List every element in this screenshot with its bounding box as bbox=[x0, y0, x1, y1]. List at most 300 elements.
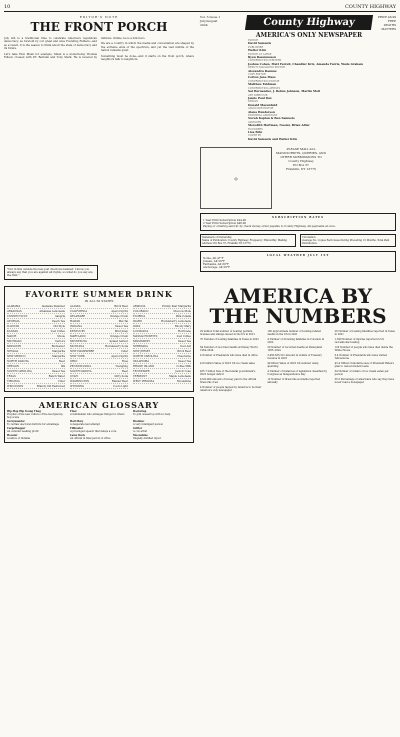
state-name: NEBRASKA bbox=[133, 345, 148, 348]
tagline: AMERICA'S ONLY NEWSPAPER bbox=[255, 32, 363, 39]
staff-name: David Samuels bbox=[248, 41, 272, 46]
number-fact: 100 Approximate number of boating-related deaths in the US in 2021 bbox=[267, 330, 321, 336]
state-drink: Spiked Seltzer bbox=[109, 340, 128, 343]
form-label: Circulation bbox=[302, 236, 316, 240]
number-fact: 84 Number of recorded deaths at Disney World 1984–2024 bbox=[200, 346, 258, 352]
state-row bbox=[133, 340, 191, 344]
glossary-term: Brainiac bbox=[133, 420, 145, 423]
glossary-item bbox=[7, 434, 65, 440]
state-name: ALABAMA bbox=[7, 305, 21, 308]
glossary-term: Carpetbagger bbox=[7, 427, 26, 430]
state-name: KANSAS bbox=[7, 330, 18, 333]
state-row bbox=[70, 370, 128, 374]
state-drink: Moxie bbox=[57, 335, 65, 338]
state-name: UTAH bbox=[70, 375, 78, 378]
state-drink: Rainier Beer bbox=[111, 380, 128, 383]
state-row bbox=[7, 345, 65, 349]
state-name: NORTH CAROLINA bbox=[133, 355, 159, 358]
state-drink: Alabama Slammer bbox=[41, 305, 65, 308]
weather-temp: 56°F bbox=[218, 260, 225, 264]
state-row bbox=[7, 310, 65, 314]
state-name: MASSACHUSETTS bbox=[133, 335, 158, 338]
staff-role: FOUNDERS bbox=[248, 127, 263, 131]
state-name: ARIZONA bbox=[133, 305, 146, 308]
state-drink: Old Style bbox=[53, 325, 65, 328]
state-row bbox=[133, 310, 191, 314]
number-fact: 4 Number of people tapped by America to be their America's only newspaper bbox=[200, 386, 262, 392]
state-row bbox=[7, 355, 65, 359]
state-row bbox=[133, 305, 191, 309]
glossary-definition: An outsider seeking profit bbox=[7, 430, 39, 433]
state-drink: Coffee Milk bbox=[176, 365, 191, 368]
number-fact: $55.7 billion Size of the federal government's 2023 budget deficit bbox=[200, 370, 256, 376]
state-row bbox=[133, 315, 191, 319]
state-drink: Sangria bbox=[55, 315, 65, 318]
staff-name: Jamie Paul Dax bbox=[248, 95, 272, 100]
state-drink: Ranch Water bbox=[48, 375, 65, 378]
state-row bbox=[7, 360, 65, 364]
state-drink: Vernors bbox=[55, 340, 65, 343]
editorial-paragraph: Let's take Elon Musk for example. Musk is a modern-day Thomas Edison crossed with P.T. Barnum and Tony Stark. He is revered by millions. Online, he is a folk hero. bbox=[4, 37, 146, 60]
state-name: GEORGIA bbox=[7, 320, 20, 323]
price-block bbox=[376, 15, 396, 31]
state-drink: Bloody Mary bbox=[174, 325, 191, 328]
state-name: MONTANA bbox=[70, 345, 85, 348]
state-drink: Huckleberry Soda bbox=[105, 345, 128, 348]
editorial-title: THE FRONT PORCH bbox=[30, 20, 168, 34]
state-row bbox=[70, 310, 128, 314]
weather-place: Nome, AK bbox=[203, 257, 218, 261]
state-row bbox=[7, 385, 65, 389]
staff-role: EDITOR AT LARGE bbox=[248, 52, 272, 56]
state-name: WEST VIRGINIA bbox=[133, 380, 155, 383]
state-drink: Dirty Soda bbox=[114, 375, 128, 378]
state-name: MISSISSIPPI bbox=[133, 340, 150, 343]
state-row bbox=[133, 325, 191, 329]
state-name: CONNECTICUT bbox=[7, 315, 28, 318]
state-drink: Aperol Spritz bbox=[111, 355, 128, 358]
number-fact: $19 million Value of 2023 US ice cream sales bbox=[200, 362, 255, 365]
state-row bbox=[7, 315, 65, 319]
staff-role: PUBLISHER bbox=[248, 45, 264, 49]
staff-role: CONTRIBUTING ARTISTS bbox=[248, 86, 281, 90]
weather-place: Juneau, AK bbox=[203, 260, 219, 264]
glossary-grid bbox=[7, 410, 191, 440]
state-drink: Birch Beer bbox=[114, 305, 128, 308]
state-name: PENNSYLVANIA bbox=[70, 365, 92, 368]
form-text: Average No. Copies Each Issue During Preceding 12 Months. Total Paid Distribution. bbox=[302, 239, 390, 246]
staff-role: DESIGN bbox=[248, 100, 259, 104]
state-name: MINNESOTA bbox=[70, 340, 87, 343]
state-row bbox=[133, 360, 191, 364]
state-row bbox=[133, 320, 191, 324]
state-drink: Piña Colada bbox=[175, 315, 191, 318]
staff-role: ASSOCIATE EDITOR bbox=[248, 107, 274, 111]
state-name: MISSOURI bbox=[7, 345, 21, 348]
state-row bbox=[133, 375, 191, 379]
staff-name: Norah Kaplan & Ben Samuels bbox=[248, 116, 295, 121]
state-row bbox=[133, 350, 191, 354]
state-drink: Yuengling bbox=[115, 365, 128, 368]
state-name: NEW MEXICO bbox=[7, 355, 26, 358]
glossary-definition: Prophet of the new culture of the Georgia hip-hop scene bbox=[7, 413, 64, 419]
state-drink: Orange Crush bbox=[110, 335, 128, 338]
states-grid bbox=[7, 305, 191, 389]
state-row bbox=[7, 380, 65, 384]
number-fact: 120 Number of people who have died inside the White House bbox=[334, 346, 393, 352]
state-name: INDIANA bbox=[70, 325, 82, 328]
issue-year: 2024 bbox=[200, 23, 208, 27]
glossary-term: Filibuster bbox=[70, 427, 84, 430]
form-text: Name of Publication: County Highway. Frequency: Bimonthly. Mailing Address: PO Box 37, Franklin NY 13775. bbox=[202, 239, 287, 246]
state-drink: Moscow Mule bbox=[173, 310, 191, 313]
state-row bbox=[70, 365, 128, 369]
forms-row bbox=[200, 234, 396, 247]
state-name: ARKANSAS bbox=[7, 310, 22, 313]
glossary-definition: Illegally distilled liquor bbox=[133, 437, 162, 440]
glossary-item bbox=[7, 427, 65, 433]
circulation-form bbox=[300, 234, 396, 247]
state-row bbox=[7, 350, 65, 354]
state-name: NEW JERSEY bbox=[133, 350, 151, 353]
state-row bbox=[7, 335, 65, 339]
state-drink: Cider bbox=[58, 380, 65, 383]
state-drink: Mai Tai bbox=[118, 320, 128, 323]
summer-title: FAVORITE SUMMER DRINK bbox=[25, 289, 173, 299]
glossary-definition: A very intelligent person bbox=[133, 423, 163, 426]
number-fact: 29 Number of recorded deaths at Disneyland 1955–2024 bbox=[267, 346, 323, 352]
masthead bbox=[200, 15, 396, 39]
weather-temp: 60°F bbox=[222, 263, 229, 267]
weather-temp: 47°F bbox=[217, 257, 224, 261]
county-highway-stamp: ◎ bbox=[200, 147, 272, 209]
number-fact: 12 Number of fireworks accidents reported annually bbox=[267, 378, 321, 384]
number-fact: 4 Number of instances of legislation classified by Congress as Independence Day bbox=[267, 370, 328, 376]
glossary-definition: A native of Indiana bbox=[7, 437, 30, 440]
page-header bbox=[4, 4, 396, 12]
staff-name: Cotton Jane Mass bbox=[248, 75, 276, 80]
staff-role: COPY EDITOR bbox=[248, 73, 266, 77]
state-drink: Beer bbox=[122, 370, 128, 373]
state-drink: Brandy Old Fashioned bbox=[36, 385, 65, 388]
office-address-line: PO Box 37 bbox=[293, 163, 309, 168]
glossary-item bbox=[70, 434, 128, 440]
state-drink: Orange Crush bbox=[110, 315, 128, 318]
state-drink: Peach Tea bbox=[52, 320, 65, 323]
state-name: MAINE bbox=[7, 335, 17, 338]
office-address bbox=[276, 147, 326, 209]
glossary-item bbox=[133, 410, 191, 419]
weather-temp: 59°F bbox=[223, 266, 230, 270]
state-row bbox=[133, 345, 191, 349]
number-fact: 34 Number of dollars of ice cream eaten per person bbox=[334, 370, 389, 376]
state-drink: Cider bbox=[121, 350, 128, 353]
subscription-box bbox=[200, 213, 396, 231]
state-name: KENTUCKY bbox=[70, 330, 86, 333]
editorial-paragraph: July 4th is a traditional time to celebrate America's republican democracy, as foretold by our great and wise Founding Fathers—and as a result, it is the season to think about the state of democracy and its future. bbox=[4, 37, 97, 51]
state-name: HAWAII bbox=[70, 320, 81, 323]
state-name: COLORADO bbox=[133, 310, 149, 313]
glossary-term: Bootstrap bbox=[133, 410, 147, 413]
state-name: LOUISIANA bbox=[133, 330, 149, 333]
state-row bbox=[7, 320, 65, 324]
state-row bbox=[70, 350, 128, 354]
staff-name: Alana Henderson bbox=[248, 109, 276, 114]
state-drink: Prickly Pear Margarita bbox=[162, 305, 191, 308]
glossary-term: Gerrymander bbox=[7, 420, 25, 423]
state-name: TEXAS bbox=[7, 375, 16, 378]
office-city: Franklin, NY 13775 bbox=[286, 167, 316, 172]
glossary-term: Fixer bbox=[70, 410, 77, 413]
staff-role: EDITOR bbox=[248, 39, 258, 42]
state-drink: Cheerwine bbox=[177, 355, 191, 358]
glossary-definition: A prolonged speech that delays a vote bbox=[70, 430, 117, 433]
summer-drink-box bbox=[4, 286, 194, 392]
staff-role: COVER BY bbox=[248, 134, 262, 138]
pull-quote: "Not in this outside the law, just check me banned: I know you always say that you are against all rights, so what do you say are the first." bbox=[4, 265, 98, 280]
state-row bbox=[7, 305, 65, 309]
state-name: VIRGINIA bbox=[7, 380, 20, 383]
staff-name: Meredith Hartman, Naomi, Brian Adler bbox=[248, 123, 310, 128]
rate-line: 1 Year Print Subscription $24.00 bbox=[203, 219, 247, 223]
glossary-term: Hail Mary bbox=[70, 420, 84, 423]
state-name: MARYLAND bbox=[70, 335, 86, 338]
staff-role: ADVISORS bbox=[248, 120, 262, 124]
glossary-item bbox=[133, 427, 191, 433]
number-fact: 4 Number of drowning fatalities in Colorado in 2022 bbox=[267, 338, 325, 344]
numbers-box bbox=[200, 286, 396, 443]
state-name: DELAWARE bbox=[70, 315, 86, 318]
glossary-definition: A middleman who arranges things for others bbox=[70, 413, 125, 416]
state-drink: Kool-Aid bbox=[180, 345, 191, 348]
state-drink: Coors Light bbox=[113, 385, 128, 388]
editorial-paragraph: We are a country in which the media and conversation are shaped by the extreme ends of the spectrum, and yet the vast middle of the nation remains quiet. bbox=[101, 42, 194, 53]
subscription-head: SUBSCRIPTION RATES bbox=[271, 216, 325, 220]
state-row bbox=[70, 330, 128, 334]
state-row bbox=[133, 380, 191, 384]
state-name: WISCONSIN bbox=[7, 385, 24, 388]
staff-name: David Samuels and Walter Kirn bbox=[248, 136, 298, 141]
state-drink: Mint Julep bbox=[114, 330, 128, 333]
state-name: VERMONT bbox=[133, 375, 147, 378]
subscription-note: Paying or ordering send $1 by check money order payable to County Highway. All payments at once. bbox=[203, 225, 336, 229]
submissions-note: PLEASE MAIL ALL MANUSCRIPTS, QUERIES, AND OTHER SUBMISSIONS TO bbox=[276, 147, 326, 160]
state-drink: Arkansas Lemonade bbox=[39, 310, 65, 313]
glossary-item bbox=[133, 420, 191, 426]
state-row bbox=[70, 325, 128, 329]
glossary-term: Grifter bbox=[133, 427, 143, 430]
state-name: WASHINGTON bbox=[70, 380, 90, 383]
state-name: OREGON bbox=[7, 365, 19, 368]
number-fact: 3,456,365,312 Amount in dollars of Treasury revenue in 2023 bbox=[267, 354, 322, 360]
state-drink: Beer bbox=[59, 360, 65, 363]
state-name: TENNESSEE bbox=[133, 370, 150, 373]
state-drink: IPA bbox=[60, 365, 65, 368]
weather-head: LOCAL WEATHER JULY 1ST bbox=[266, 254, 330, 258]
state-row bbox=[133, 370, 191, 374]
staff-name: Walter Kirn bbox=[248, 48, 267, 53]
state-name: OKLAHOMA bbox=[133, 360, 149, 363]
staff-role: CONTRIBUTING WRITERS bbox=[248, 59, 282, 63]
staff-name: Donald Mazenfield bbox=[248, 102, 278, 107]
state-drink: Iced Coffee bbox=[176, 335, 191, 338]
state-drink: Iced Coffee bbox=[50, 330, 65, 333]
staff-name: Joshua Cohen, Matt Farrell, Chandler Kriz, Amanda Farris, Wade Graham bbox=[248, 61, 364, 66]
state-row bbox=[133, 335, 191, 339]
number-fact: $9 billion Value of 2023 US summer camp spending bbox=[267, 362, 319, 368]
staff-name: Alexandra Rannus bbox=[248, 68, 277, 73]
state-row bbox=[7, 330, 65, 334]
number-fact: 28 Number of boating fatalities reported in Texas in 2021 bbox=[334, 330, 395, 336]
number-fact: 29 million Total number of boating permits, licenses and stamps issued in the US in 2021 bbox=[200, 330, 255, 336]
state-row bbox=[7, 375, 65, 379]
glossary-term: Hip-Hop Hip Young Thug bbox=[7, 410, 41, 413]
state-row bbox=[70, 385, 128, 389]
glossary-definition: A desperate last attempt bbox=[70, 423, 100, 426]
state-name: SOUTH CAROLINA bbox=[7, 370, 32, 373]
weather-box bbox=[200, 251, 396, 272]
state-drink: Sweet Tea bbox=[177, 360, 191, 363]
glossary-definition: To redraw electoral districts for advantage bbox=[7, 423, 60, 426]
staff-name: Lisa Brin bbox=[248, 129, 263, 134]
glossary-definition: An official in final period of office bbox=[70, 437, 111, 440]
state-name: NEVADA bbox=[7, 350, 19, 353]
state-name: NEW HAMPSHIRE bbox=[70, 350, 95, 353]
staff-role: CONTRIBUTING EDITOR bbox=[248, 79, 280, 83]
staff-role: ART DIRECTOR bbox=[248, 93, 268, 97]
state-drink: Aperol Spritz bbox=[111, 310, 128, 313]
state-row bbox=[70, 355, 128, 359]
state-row bbox=[133, 355, 191, 359]
editorial-text bbox=[4, 37, 194, 261]
glossary-item bbox=[133, 434, 191, 440]
state-drink: Hurricane bbox=[178, 330, 191, 333]
glossary-term: Lame Duck bbox=[70, 434, 86, 437]
state-row bbox=[133, 330, 191, 334]
state-name: IDAHO bbox=[133, 320, 143, 323]
volume: Vol. 3 Issue 1 bbox=[200, 15, 221, 19]
price-note: FREE DEATHS MATTERS bbox=[381, 19, 396, 31]
state-row bbox=[7, 365, 65, 369]
state-row bbox=[7, 340, 65, 344]
staff-name: Matthew Feldman bbox=[248, 82, 277, 87]
number-fact: $3.4 trillion Cumulative size of President Biden's plan to cancel student loans bbox=[334, 362, 395, 368]
state-row bbox=[70, 380, 128, 384]
newspaper-page bbox=[4, 4, 396, 729]
summer-subtitle: IN ALL 50 STATES bbox=[84, 299, 114, 303]
glossary-item bbox=[70, 410, 128, 419]
state-row bbox=[7, 370, 65, 374]
issue-date: July/August bbox=[200, 19, 218, 23]
glossary-definition: A con artist bbox=[133, 430, 148, 433]
staff-role: DEPUTY MANAGING EDITOR bbox=[248, 66, 285, 70]
state-name: OHIO bbox=[70, 360, 78, 363]
staff-name: Ryan Rassmussen bbox=[248, 55, 277, 60]
state-name: WYOMING bbox=[70, 385, 85, 388]
state-drink: Huckleberry Lemonade bbox=[161, 320, 191, 323]
glossary-title: AMERICAN GLOSSARY bbox=[38, 400, 160, 410]
page-number: 10 bbox=[4, 4, 11, 10]
state-drink: Maple Lemonade bbox=[169, 375, 191, 378]
glossary-box bbox=[4, 397, 194, 443]
glossary-definition: To pull oneself up with no help bbox=[133, 413, 171, 416]
state-row bbox=[70, 315, 128, 319]
glossary-term: Moonshine bbox=[133, 434, 148, 437]
state-row bbox=[70, 320, 128, 324]
number-fact: 36.5 Percentage of Americans who say they have never read a newspaper bbox=[334, 378, 395, 384]
state-name: SOUTH DAKOTA bbox=[70, 370, 92, 373]
number-fact: 6.4 Number of Presidents who have visited Yellowstone bbox=[334, 354, 387, 360]
number-fact: 1,399 Number of injuries reported in US recreational boating bbox=[334, 338, 385, 344]
state-row bbox=[133, 365, 191, 369]
editorial-paragraph: Something must be done—and it starts on the front porch, where neighbors talk to neighbors. bbox=[101, 54, 194, 62]
county-highway-logo: County Highway bbox=[245, 15, 373, 30]
state-row bbox=[70, 305, 128, 309]
weather-row bbox=[203, 266, 393, 269]
form-label: Statement of Ownership bbox=[202, 236, 232, 240]
office-name: County Highway bbox=[288, 159, 314, 164]
glossary-item bbox=[7, 410, 65, 419]
glossary-item bbox=[70, 420, 128, 426]
state-name: FLORIDA bbox=[133, 315, 146, 318]
number-fact: $120,000 Amount of money paid to the official fireworks crew bbox=[200, 378, 257, 384]
state-drink: Sweet Tea bbox=[114, 325, 128, 328]
state-drink: Budweiser bbox=[51, 345, 65, 348]
staff-name: Sal Hernandez, J. Rebus Johnson, Martin Moll bbox=[248, 89, 321, 94]
glossary-item bbox=[7, 420, 65, 426]
state-drink: Margarita bbox=[52, 355, 65, 358]
rate-line: 2 Year Print Subscription $48.00 bbox=[203, 222, 247, 226]
state-drink: Sweet Tea bbox=[51, 370, 65, 373]
state-row bbox=[70, 345, 128, 349]
state-row bbox=[70, 375, 128, 379]
state-drink: Moonshine bbox=[177, 380, 191, 383]
state-name: NORTH DAKOTA bbox=[7, 360, 29, 363]
section-name: COUNTY HIGHWAY bbox=[344, 4, 396, 10]
staff-role: EDITORIAL ASSISTANT bbox=[248, 113, 278, 117]
issue-info bbox=[200, 15, 242, 27]
number-fact: 70 Number of boating fatalities in Texas in 2022 bbox=[200, 338, 259, 341]
state-row bbox=[7, 325, 65, 329]
glossary-item bbox=[70, 427, 128, 433]
state-row bbox=[70, 360, 128, 364]
weather-place: Anchorage, AK bbox=[203, 266, 224, 270]
number-fact: 4 Number of Presidents who have died in office bbox=[200, 354, 258, 357]
state-name: CALIFORNIA bbox=[70, 310, 88, 313]
state-name: ILLINOIS bbox=[7, 325, 20, 328]
glossary-term: Hoosier bbox=[7, 434, 18, 437]
state-drink: Jack & Coke bbox=[175, 370, 191, 373]
state-name: MICHIGAN bbox=[7, 340, 22, 343]
numbers-title: AMERICA BY THE NUMBERS bbox=[209, 284, 387, 328]
ownership-form bbox=[200, 234, 296, 247]
state-drink: Margarita bbox=[52, 350, 65, 353]
state-name: IOWA bbox=[133, 325, 141, 328]
state-row bbox=[70, 340, 128, 344]
state-row bbox=[70, 335, 128, 339]
weather-place: Fairbanks, AK bbox=[203, 263, 223, 267]
numbers-grid bbox=[200, 330, 396, 392]
weather-list bbox=[203, 257, 393, 269]
state-drink: Sweet Tea bbox=[177, 340, 191, 343]
state-name: NEW YORK bbox=[70, 355, 85, 358]
state-drink: Birch Beer bbox=[177, 350, 191, 353]
staff-list bbox=[248, 39, 396, 141]
state-name: ALASKA bbox=[70, 305, 81, 308]
editorial-kicker: EDITOR'S NOTE bbox=[79, 15, 119, 19]
price: PRICE $6.99 bbox=[377, 15, 396, 19]
state-drink: Rosé bbox=[121, 360, 128, 363]
